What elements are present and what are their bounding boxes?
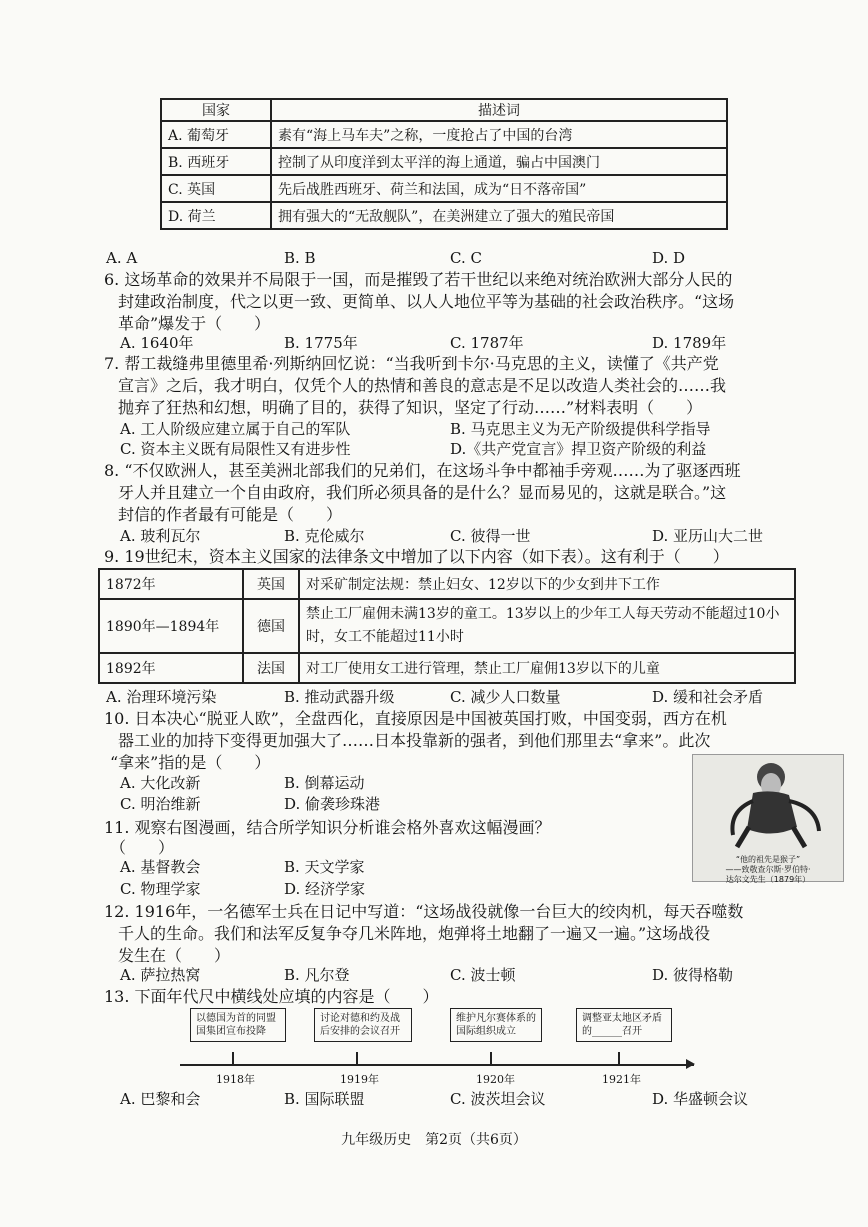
- q5-row-desc: 先后战胜西班牙、荷兰和法国，成为“日不落帝国”: [271, 175, 727, 202]
- q11-stem: 11. 观察右图漫画，结合所学知识分析谁会格外喜欢这幅漫画？: [104, 818, 551, 837]
- q13-option-d: D. 华盛顿会议: [652, 1090, 749, 1108]
- q12-line: 12. 1916年，一名德军士兵在日记中写道：“这场战役就像一台巨大的绞肉机，每天吞噬数: [104, 902, 744, 921]
- q9-content: 对采矿制定法规：禁止妇女、12岁以下的少女到井下工作: [299, 569, 795, 599]
- q6-option-c: C. 1787年: [450, 334, 524, 352]
- q8-option-a: A. 玻利瓦尔: [120, 527, 201, 545]
- q10-line: “拿来”指的是（ ）: [110, 753, 271, 772]
- q5-row-desc: 拥有强大的“无敌舰队”，在美洲建立了强大的殖民帝国: [271, 202, 727, 229]
- timeline-tick: [490, 1052, 492, 1064]
- timeline-tick: [356, 1052, 358, 1064]
- q12-option-b: B. 凡尔登: [284, 966, 350, 984]
- timeline-box: 维护凡尔赛体系的国际组织成立: [450, 1008, 542, 1042]
- q6-option-d: D. 1789年: [652, 334, 727, 352]
- q8-option-d: D. 亚历山大二世: [652, 527, 764, 545]
- q13-option-b: B. 国际联盟: [284, 1090, 365, 1108]
- caption-line: “他的祖先是猴子”: [735, 855, 801, 864]
- q5-option-c: C. C: [450, 249, 482, 267]
- q7-option-c: C. 资本主义既有局限性又有进步性: [120, 440, 351, 458]
- monkey-illustration: [693, 755, 843, 851]
- q5-row-label: B. 西班牙: [161, 148, 271, 175]
- q8-option-c: C. 彼得一世: [450, 527, 531, 545]
- q5-row-label: A. 葡萄牙: [161, 121, 271, 148]
- timeline-axis: [180, 1064, 694, 1066]
- q9-table: [98, 568, 796, 684]
- q6-line: 6. 这场革命的效果并不局限于一国，而是摧毁了若干世纪以来绝对统治欧洲大部分人民的: [104, 270, 733, 289]
- q10-line: 器工业的加持下变得更加强大了……日本投靠新的强者，到他们那里去“拿来”。此次: [118, 731, 711, 750]
- q12-option-a: A. 萨拉热窝: [120, 966, 201, 984]
- timeline-tick: [232, 1052, 234, 1064]
- darwin-cartoon-image: [692, 754, 844, 882]
- q9-option-a: A. 治理环境污染: [106, 688, 217, 706]
- timeline-year: 1918年: [216, 1073, 255, 1086]
- q9-option-c: C. 减少人口数量: [450, 688, 561, 706]
- timeline-year: 1921年: [602, 1073, 641, 1086]
- page-footer: 九年级历史 第2页（共6页）: [341, 1132, 527, 1148]
- q5-table: [160, 98, 728, 230]
- q9-content: 对工厂使用女工进行管理，禁止工厂雇佣13岁以下的儿童: [299, 653, 795, 683]
- q8-option-b: B. 克伦威尔: [284, 527, 365, 545]
- q5-row-label: C. 英国: [161, 175, 271, 202]
- cartoon-caption: [693, 855, 843, 885]
- q13-stem: 13. 下面年代尺中横线处应填的内容是（ ）: [104, 987, 439, 1006]
- timeline-tick: [618, 1052, 620, 1064]
- q5-header-country: 国家: [161, 99, 271, 121]
- q6-line: 革命”爆发于（ ）: [118, 314, 271, 333]
- q7-line: 7. 帮工裁缝弗里德里希·列斯纳回忆说：“当我听到卡尔·马克思的主义，读懂了《共产党: [104, 354, 719, 373]
- q9-country: 英国: [243, 569, 299, 599]
- q5-option-b: B. B: [284, 249, 316, 267]
- q7-line: 抛弃了狂热和幻想，明确了目的，获得了知识，坚定了行动……”材料表明（ ）: [118, 398, 703, 417]
- q10-option-c: C. 明治维新: [120, 795, 201, 813]
- q11-option-c: C. 物理学家: [120, 880, 201, 898]
- q7-option-d: D.《共产党宣言》捍卫资产阶级的利益: [450, 440, 707, 458]
- q6-option-b: B. 1775年: [284, 334, 358, 352]
- q9-content: 禁止工厂雇佣未满13岁的童工。13岁以上的少年工人每天劳动不能超过10小时，女工不能超过11小时: [299, 599, 795, 653]
- q11-blank: （ ）: [110, 838, 175, 857]
- q8-line: 8. “不仅欧洲人，甚至美洲北部我们的兄弟们，在这场斗争中都袖手旁观……为了驱逐西班: [104, 461, 741, 480]
- q7-option-b: B. 马克思主义为无产阶级提供科学指导: [450, 420, 711, 438]
- q7-option-a: A. 工人阶级应建立属于自己的军队: [120, 420, 351, 438]
- q5-row-desc: 素有“海上马车夫”之称，一度抢占了中国的台湾: [271, 121, 727, 148]
- caption-line: 达尔文先生（1879年）: [725, 875, 811, 884]
- q10-option-b: B. 倒幕运动: [284, 774, 365, 792]
- timeline-box: 以德国为首的同盟国集团宣布投降: [190, 1008, 286, 1042]
- q6-option-a: A. 1640年: [120, 334, 194, 352]
- timeline: [180, 1008, 700, 1090]
- q5-row-desc: 控制了从印度洋到太平洋的海上通道，骗占中国澳门: [271, 148, 727, 175]
- q6-line: 封建政治制度，代之以更一致、更简单、以人人地位平等为基础的社会政治秩序。“这场: [118, 292, 735, 311]
- q12-option-d: D. 彼得格勒: [652, 966, 734, 984]
- q12-line: 发生在（ ）: [118, 946, 231, 965]
- q9-country: 法国: [243, 653, 299, 683]
- q12-line: 千人的生命。我们和法军反复争夺几米阵地，炮弹将土地翻了一遍又一遍。”这场战役: [118, 924, 711, 943]
- q13-option-a: A. 巴黎和会: [120, 1090, 201, 1108]
- q8-line: 牙人并且建立一个自由政府，我们所必须具备的是什么？显而易见的，这就是联合。”这: [118, 483, 727, 502]
- q10-option-d: D. 偷袭珍珠港: [284, 795, 381, 813]
- timeline-arrow-icon: [686, 1059, 695, 1069]
- q9-stem: 9. 19世纪末，资本主义国家的法律条文中增加了以下内容（如下表）。这有利于（ ）: [104, 547, 729, 566]
- q10-option-a: A. 大化改新: [120, 774, 201, 792]
- q9-option-d: D. 缓和社会矛盾: [652, 688, 764, 706]
- timeline-year: 1919年: [340, 1073, 379, 1086]
- q9-year: 1872年: [99, 569, 243, 599]
- q7-line: 宣言》之后，我才明白，仅凭个人的热情和善良的意志是不足以改造人类社会的……我: [118, 376, 727, 395]
- q5-option-d: D. D: [652, 249, 686, 267]
- q9-country: 德国: [243, 599, 299, 653]
- timeline-box: 讨论对德和约及战后安排的会议召开: [314, 1008, 412, 1042]
- q13-option-c: C. 波茨坦会议: [450, 1090, 546, 1108]
- q9-option-b: B. 推动武器升级: [284, 688, 395, 706]
- q5-row-label: D. 荷兰: [161, 202, 271, 229]
- caption-line: ——致敬查尔斯·罗伯特·: [725, 865, 811, 874]
- q9-year: 1890年—1894年: [99, 599, 243, 653]
- q11-option-b: B. 天文学家: [284, 858, 365, 876]
- q10-line: 10. 日本决心“脱亚人欧”，全盘西化，直接原因是中国被英国打败，中国变弱，西方在机: [104, 709, 727, 728]
- q8-line: 封信的作者最有可能是（ ）: [118, 505, 343, 524]
- timeline-box: 调整亚太地区矛盾的______召开: [576, 1008, 672, 1042]
- q5-option-a: A. A: [106, 249, 138, 267]
- timeline-year: 1920年: [476, 1073, 515, 1086]
- q5-header-desc: 描述词: [271, 99, 727, 121]
- q11-option-a: A. 基督教会: [120, 858, 201, 876]
- q12-option-c: C. 波士顿: [450, 966, 516, 984]
- q11-option-d: D. 经济学家: [284, 880, 366, 898]
- q9-year: 1892年: [99, 653, 243, 683]
